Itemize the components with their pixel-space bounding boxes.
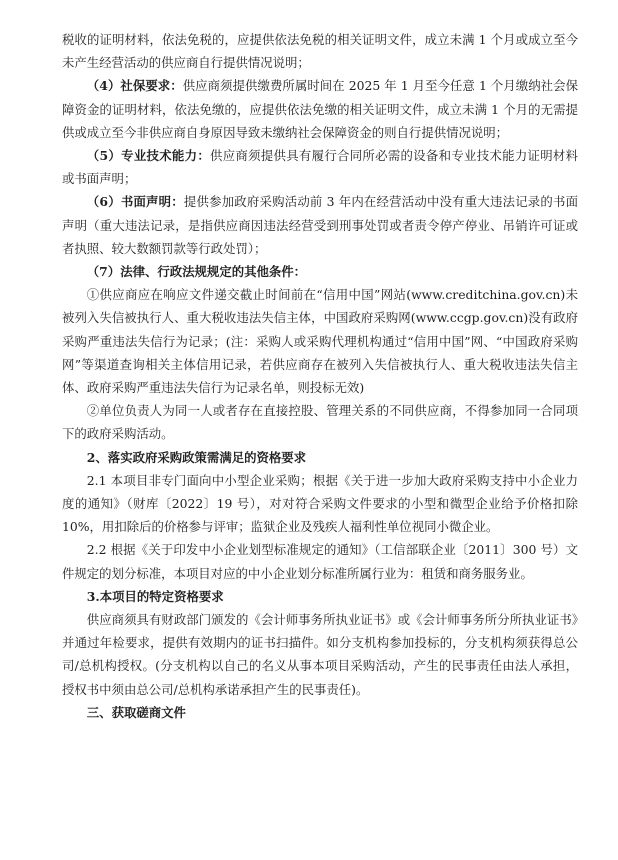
paragraph-sme-standard: 2.2 根据《关于印发中小企业划型标准规定的通知》（工信部联企业〔2011〕300 号）文件规定的划分标准，本项目对应的中小企业划分标准所属行业为：租赁和商务服务业。: [62, 542, 578, 581]
section-heading-specific-qualifications: 3.本项目的特定资格要求: [86, 588, 224, 604]
paragraph-technical-ability: [62, 144, 578, 190]
paragraph-credit-check: ①供应商应在响应文件递交截止时间前在“信用中国”网站(www.creditchina.gov.cn)未被列入失信被执行人、重大税收违法失信主体，中国政府采购网(www.ccgp.gov.cn)没有政府采购严重违法失信行为记录；(注：采购人或采购代理机构通过“信用中国”网、“中国政府采购网”等渠道查询相关主体信用记录，若供应商存在被列入失信被执行人、重大税收违法失信主体、政府采购严重违法失信行为记录名单，则投标无效): [62, 287, 578, 396]
clause-label: （6）书面声明：: [86, 194, 184, 210]
clause-label: （5）专业技术能力：: [86, 148, 211, 164]
paragraph-tax-proof: 税收的证明材料，依法免税的，应提供依法免税的相关证明文件，成立未满 1 个月或成立至今未产生经营活动的供应商自行提供情况说明；: [62, 32, 578, 71]
clause-label: （4）社保要求：: [86, 78, 183, 94]
paragraph-written-statement: [62, 190, 578, 260]
clause-text: 供应商须提供缴费所属时间在 2025 年 1 月至今任意 1 个月缴纳社会保障资金的证明材料，依法免缴的，应提供依法免缴的相关证明文件，成立未满 1 个月的无需提供或成立至今非供应商自身原因导致未缴纳社会保障资金的则自行提供情况说明；: [62, 78, 578, 140]
clause-text: 提供参加政府采购活动前 3 年内在经营活动中没有重大违法记录的书面声明（重大违法记录，是指供应商因违法经营受到刑事处罚或者责令停产停业、吊销许可证或者执照、较大数额罚款等行政处罚）；: [62, 194, 578, 256]
paragraph-accounting-certificate: 供应商须具有财政部门颁发的《会计师事务所执业证书》或《会计师事务所分所执业证书》并通过年检要求，提供有效期内的证书扫描件。如分支机构参加投标的，分支机构须获得总公司/总机构授权。(分支机构以自己的名义从事本项目采购活动，产生的民事责任由法人承担，授权书中须由总公司/总机构承诺承担产生的民事责任)。: [62, 612, 578, 697]
paragraph-sme-discount: 2.1 本项目非专门面向中小型企业采购；根据《关于进一步加大政府采购支持中小企业力度的通知》（财库〔2022〕19 号），对对符合采购文件要求的小型和微型企业给予价格扣除 10%，用扣除后的价格参与评审；监狱企业及残疾人福利性单位视同小微企业。: [62, 472, 578, 535]
section-heading-obtain-documents: 三、获取磋商文件: [86, 704, 186, 720]
paragraph-related-suppliers: ②单位负责人为同一人或者存在直接控股、管理关系的不同供应商，不得参加同一合同项下的政府采购活动。: [62, 403, 578, 442]
clause-label: （7）法律、行政法规规定的其他条件：: [86, 264, 307, 280]
paragraph-social-security: [62, 74, 578, 144]
paragraph-other-conditions: [62, 260, 578, 283]
section-heading-policy: 2、落实政府采购政策需满足的资格要求: [86, 449, 307, 465]
clause-text: 供应商须提供具有履行合同所必需的设备和专业技术能力证明材料或书面声明；: [62, 148, 579, 187]
